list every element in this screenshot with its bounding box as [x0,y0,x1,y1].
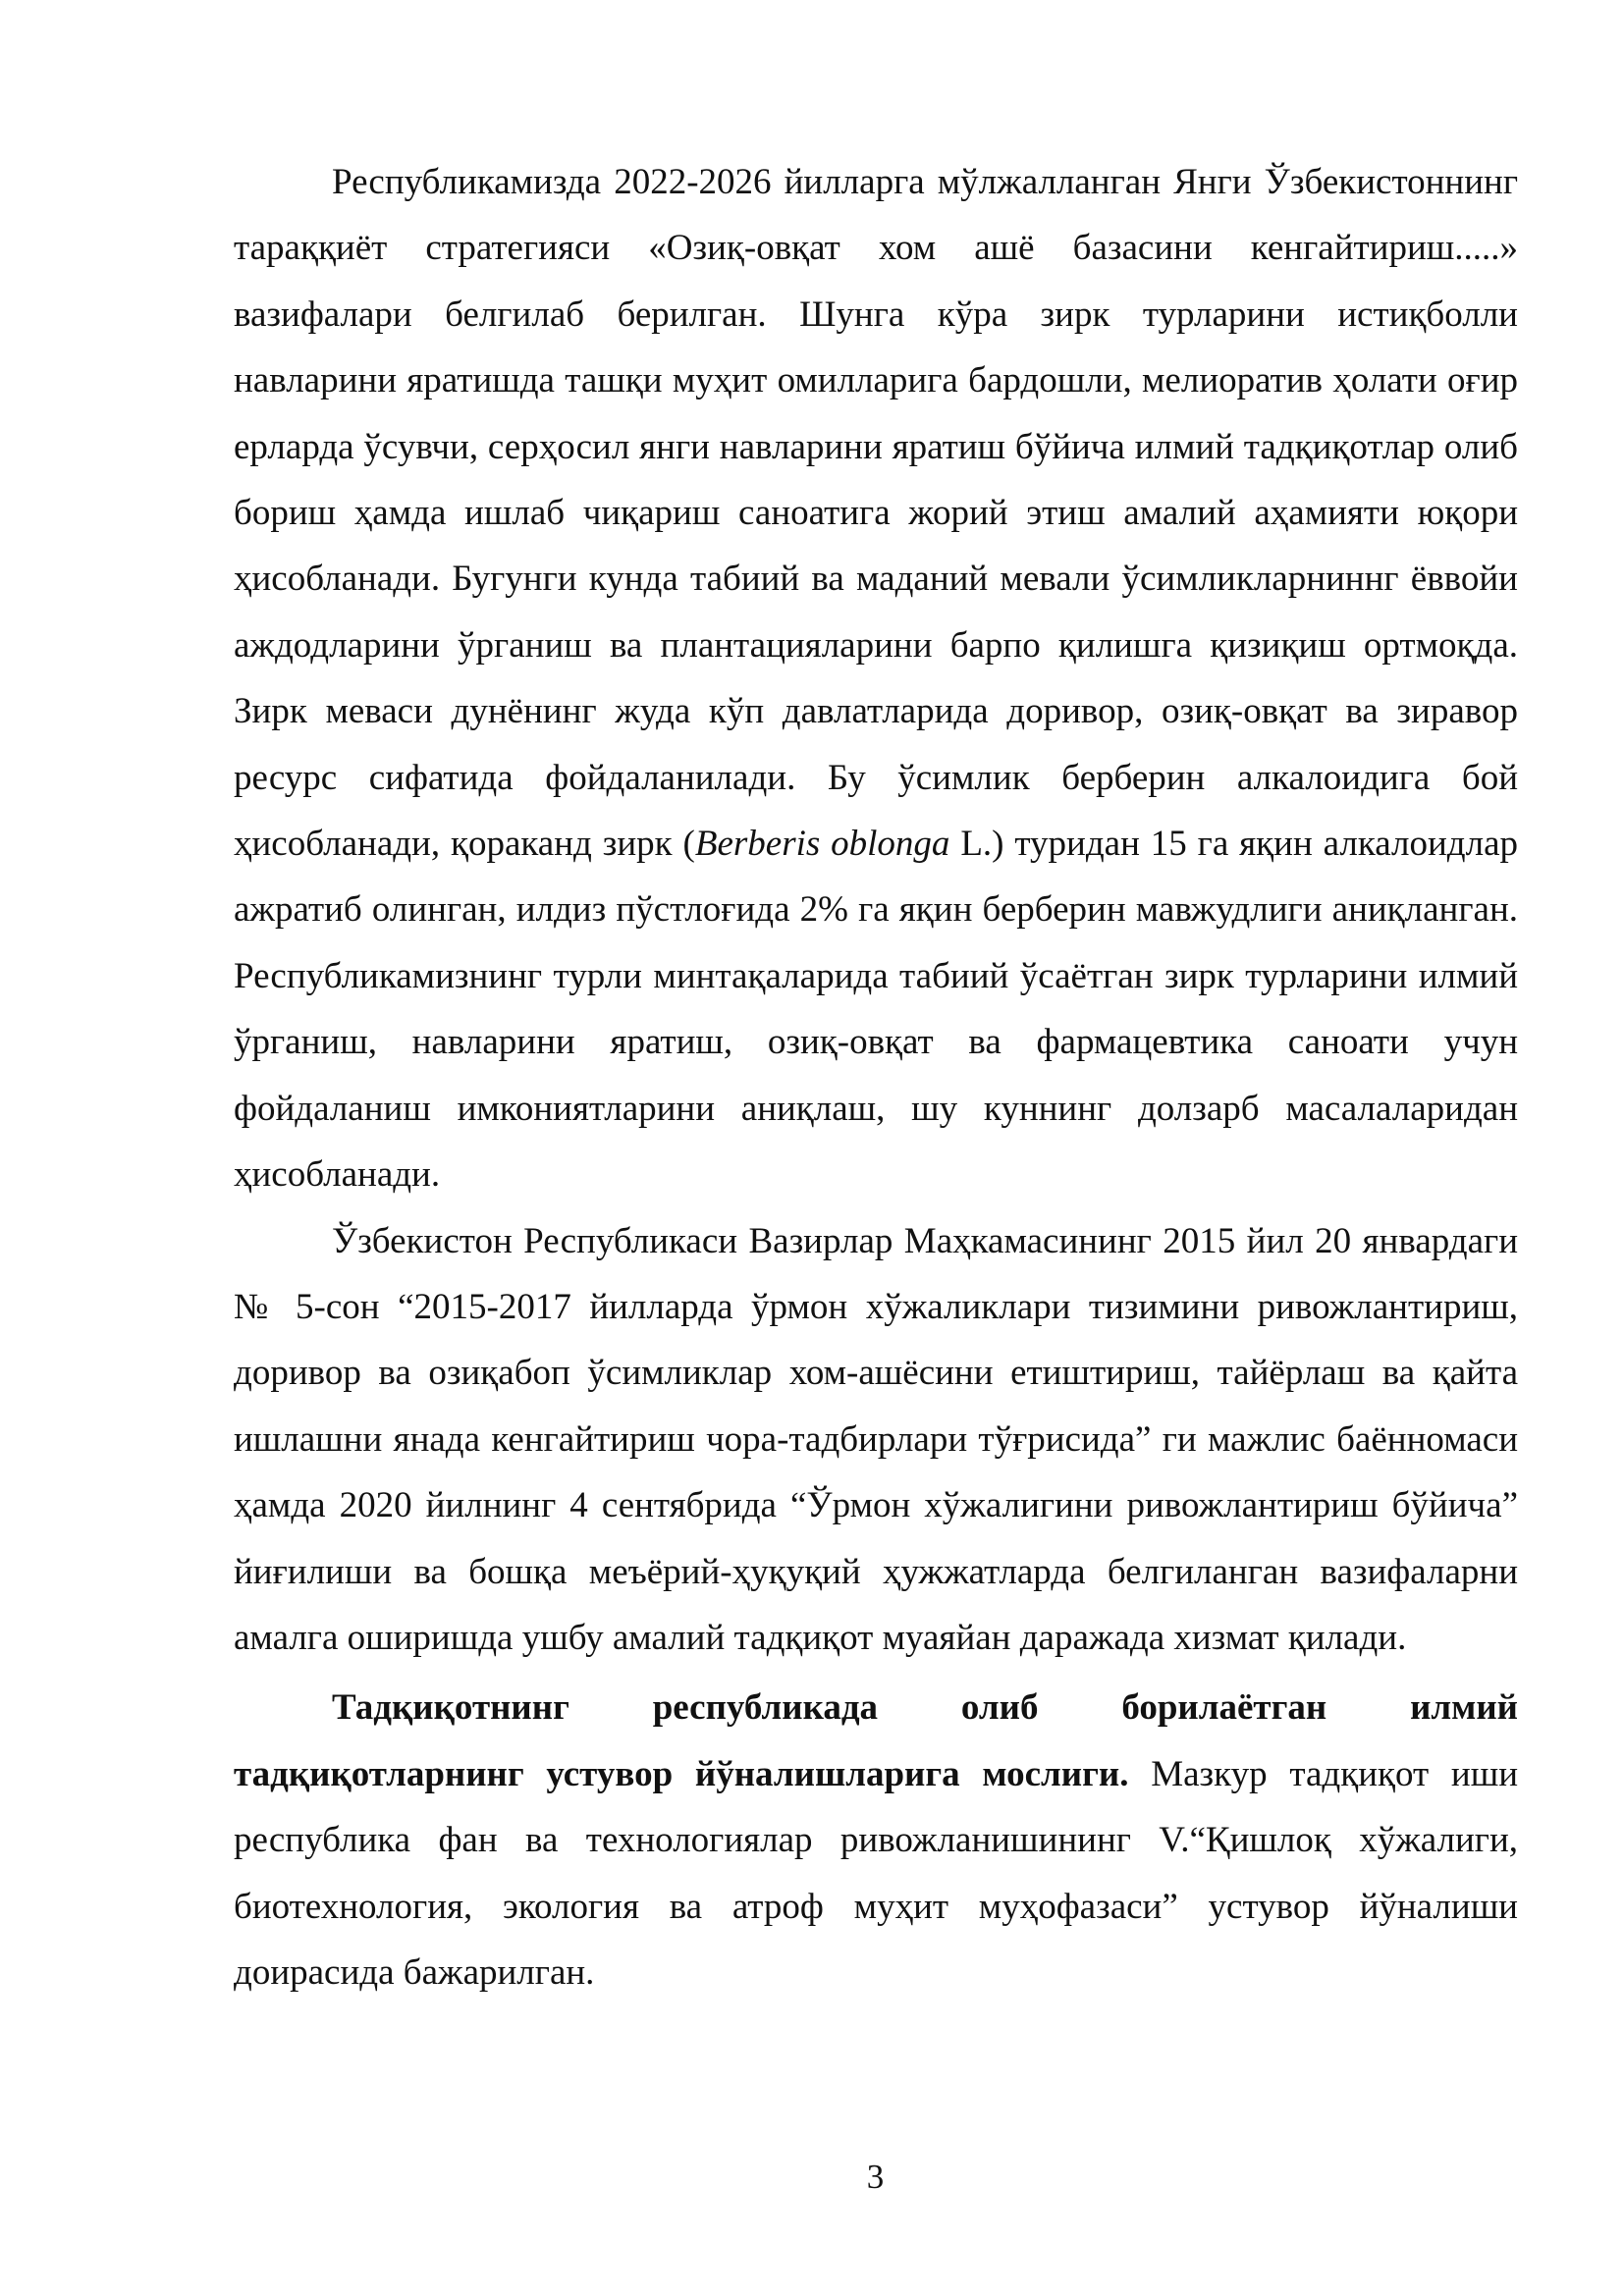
body-text [234,149,1518,2005]
paragraph-cabinet-decree: Ўзбекистон Республикаси Вазирлар Маҳкамасининг 2015 йил 20 январдаги № 5-сон “2015-2017 йилларда ўрмон хўжаликлари тизимини ривожлантириш, доривор ва озиқабоп ўсимликлар хом-ашёсини етиштириш, тайёрлаш ва қайта ишлашни янада кенгайтириш чора-тадбирлари тўғрисида” ги мажлис баённомаси ҳамда 2020 йилнинг 4 сентябрида “Ўрмон хўжалигини ривожлантириш бўйича” йиғилиши ва бошқа меъёрий-ҳуқуқий ҳужжатларда белгиланган вазифаларни амалга оширишда ушбу амалий тадқиқот муаяйан даражада хизмат қилади. [234,1220,1518,1658]
paragraph-strategy-text-end: L.) туридан 15 га яқин алкалоидлар ажратиб олинган, илдиз пўстлоғида 2% га яқин берберин мавжудлиги аниқланган. Республикамизнинг турли минтақаларида табиий ўсаётган зирк турларини илмий ўрганиш, навларини яратиш, озиқ-овқат ва фармацевтика саноати учун фойдаланиш имкониятларини аниқлаш, шу куннинг долзарб масалаларидан ҳисобланади. [234,824,1518,1196]
page-number: 3 [866,2158,885,2196]
paragraph-research-relevance [234,1675,1518,2005]
paragraph-strategy-text-start: Республикамизда 2022-2026 йилларга мўлжалланган Янги Ўзбекистоннинг тараққиёт стратегияси «Озиқ-овқат хом ашё базасини кенгайтириш.....» вазифалари белгилаб берилган. Шунга кўра зирк турларини истиқболли навларини яратишда ташқи муҳит омилларига бардошли, мелиоратив ҳолати оғир ерларда ўсувчи, серҳосил янги навларини яратиш бўйича илмий тадқиқотлар олиб бориш ҳамда ишлаб чиқариш саноатига жорий этиш амалий аҳамияти юқори ҳисобланади. Бугунги кунда табиий ва маданий мевали ўсимликларниннг ёввойи аждодларини ўрганиш ва плантацияларини барпо қилишга қизиқиш ортмоқда. Зирк меваси дунёнинг жуда кўп давлатларида доривор, озиқ-овқат ва зиравор ресурс сифатида фойдаланилади. Бу ўсимлик берберин алкалоидига бой ҳисобланади, қораканд зирк ( [234,162,1518,865]
paragraph-strategy [234,149,1518,1208]
species-name-italic: Berberis oblonga [694,824,950,865]
research-relevance-text: Мазкур тадқиқот иши республика фан ва технологиялар ривожланишининг V.“Қишлоқ хўжалиги, биотехнология, экология ва атроф муҳит муҳофазаси” устувор йўналиши доирасида бажарилган. [234,1753,1518,1993]
research-relevance-heading: Тадқиқотнинг республикада олиб борилаётган илмий тадқиқотларнинг устувор йўналишларига мослиги. [234,1687,1518,1794]
